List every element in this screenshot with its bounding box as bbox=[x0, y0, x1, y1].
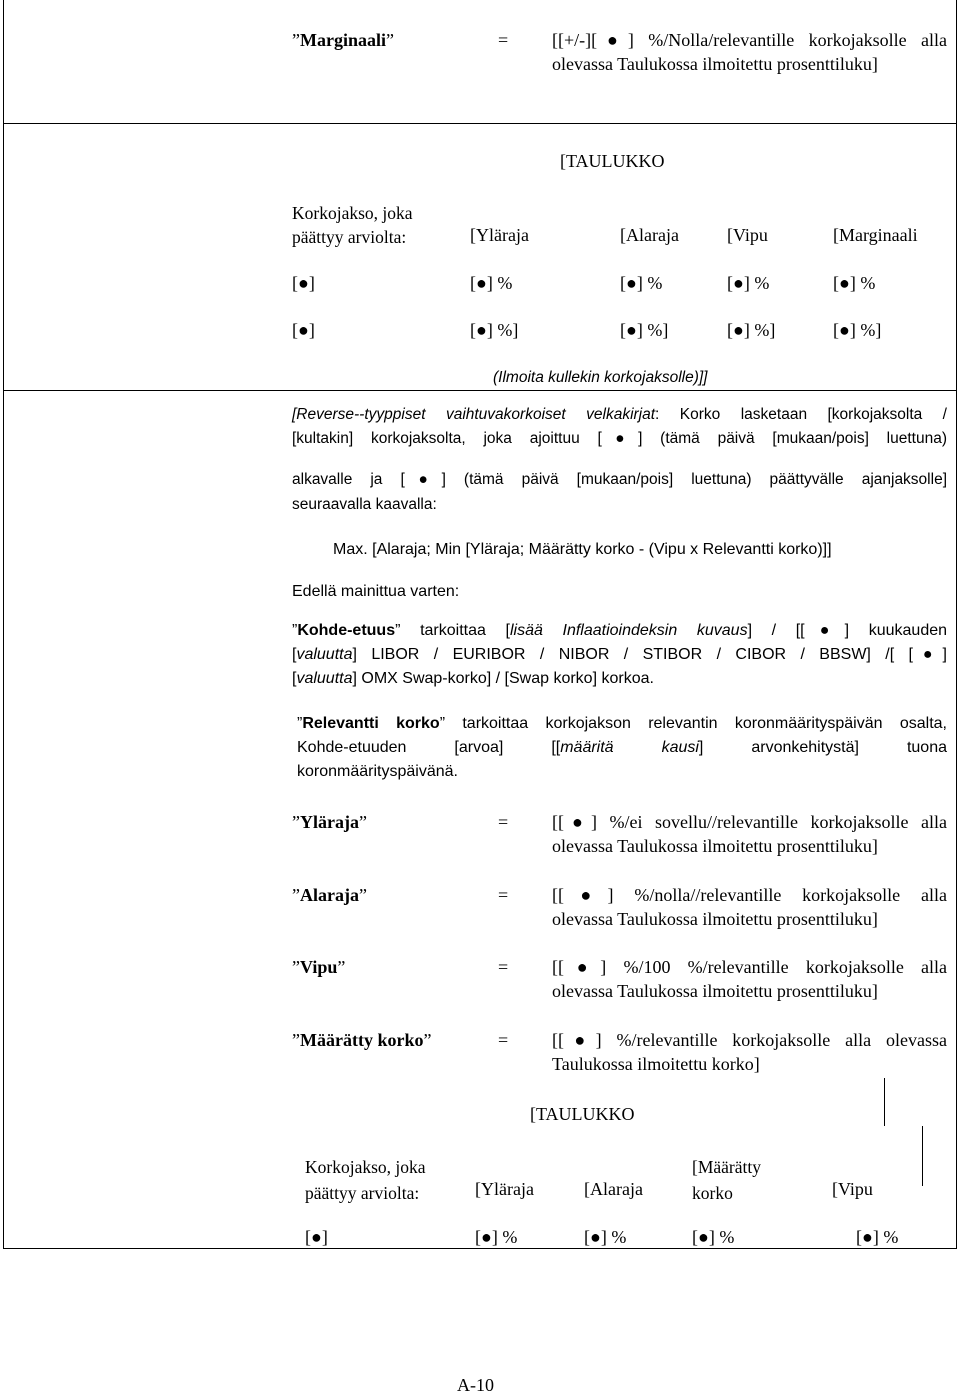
def-vipu-line1: [[●] %/100 %/relevantille korkojaksolle alla bbox=[552, 957, 947, 977]
table2-row1-ylaraja: [●] % bbox=[475, 1227, 518, 1247]
table1-note: (Ilmoita kullekin korkojaksolle)]] bbox=[493, 369, 708, 386]
def-maaratty-eq: = bbox=[498, 1030, 509, 1050]
frame-right-border bbox=[956, 0, 957, 1249]
table2-header-maaratty-l1: [Määrätty bbox=[692, 1157, 761, 1177]
reverse-line1: [Reverse--tyyppiset vaihtuvakorkoiset velkakirjat: Korko lasketaan [korkojaksolta / bbox=[292, 406, 947, 423]
def-vipu-line2: olevassa Taulukossa ilmoitettu prosenttiluku] bbox=[552, 981, 878, 1001]
relevantti-line1: ”Relevantti korko” tarkoittaa korkojakson relevantin koronmäärityspäivän osalta, bbox=[297, 715, 947, 732]
def-maaratty-line1: [[●] %/relevantille korkojaksolle alla olevassa bbox=[552, 1030, 947, 1050]
table2-header-period-l2: päättyy arviolta: bbox=[305, 1183, 420, 1203]
kohde-line1: ”Kohde-etuus” tarkoittaa [lisää Inflaatioindeksin kuvaus] / [[●] kuukauden bbox=[292, 622, 948, 639]
def-alaraja-term: ”Alaraja” bbox=[292, 885, 367, 905]
def-marginaali-eq: = bbox=[498, 30, 509, 50]
frame-bottom-border bbox=[3, 1248, 957, 1249]
kohde-line2: [valuutta] LIBOR / EURIBOR / NIBOR / STIBOR / CIBOR / BBSW] /[ [●] bbox=[292, 646, 947, 663]
table2-header-maaratty-l2: korko bbox=[692, 1183, 733, 1203]
def-ylaraja-line1: [[●] %/ei sovellu//relevantille korkojaksolle alla bbox=[552, 812, 947, 832]
table2-row1-vipu: [●] % bbox=[856, 1227, 899, 1247]
table2-header-alaraja: [Alaraja bbox=[584, 1179, 643, 1199]
def-alaraja-eq: = bbox=[498, 885, 509, 905]
table1-row2-alaraja: [●] %] bbox=[620, 320, 669, 340]
def-marginaali-line2: olevassa Taulukossa ilmoitettu prosenttiluku] bbox=[552, 54, 878, 74]
table1-row2-marginaali: [●] %] bbox=[833, 320, 882, 340]
table1-row1-vipu: [●] % bbox=[727, 273, 770, 293]
kohde-line3: [valuutta] OMX Swap-korko] / [Swap korko] korkoa. bbox=[292, 670, 654, 687]
relevantti-line2: Kohde-etuuden [arvoa] [[määritä kausi] arvonkehitystä] tuona bbox=[297, 739, 947, 756]
reverse-line3: alkavalle ja [●] (tämä päivä [mukaan/pois] luettuna) päättyvälle ajanjaksolle] bbox=[292, 471, 947, 488]
table2-title: [TAULUKKO bbox=[530, 1104, 635, 1124]
divider-1 bbox=[3, 123, 957, 124]
edella-text: Edellä mainittua varten: bbox=[292, 583, 460, 600]
divider-2 bbox=[3, 390, 957, 391]
def-alaraja-line1: [[●] %/nolla//relevantille korkojaksolle alla bbox=[552, 885, 947, 905]
def-vipu-eq: = bbox=[498, 957, 509, 977]
page-number: A-10 bbox=[457, 1375, 494, 1395]
table2-box-right bbox=[884, 1078, 885, 1126]
table1-header-alaraja: [Alaraja bbox=[620, 225, 679, 245]
frame-left-border bbox=[3, 0, 4, 1249]
reverse-line2: [kultakin] korkojaksolta, joka ajoittuu [●] (tämä päivä [mukaan/pois] luettuna) bbox=[292, 430, 947, 447]
relevantti-line3: koronmäärityspäivänä. bbox=[297, 763, 458, 780]
def-vipu-term: ”Vipu” bbox=[292, 957, 346, 977]
table1-header-period bbox=[292, 201, 413, 249]
table1-header-period-l2: päättyy arviolta: bbox=[292, 227, 407, 247]
def-alaraja-line2: olevassa Taulukossa ilmoitettu prosenttiluku] bbox=[552, 909, 878, 929]
def-maaratty-term: ”Määrätty korko” bbox=[292, 1030, 432, 1050]
table1-header-vipu: [Vipu bbox=[727, 225, 768, 245]
table2-header-period bbox=[305, 1154, 426, 1206]
table1-row2-period: [●] bbox=[292, 320, 315, 340]
def-ylaraja-term: ”Yläraja” bbox=[292, 812, 367, 832]
table1-row1-period: [●] bbox=[292, 273, 315, 293]
table2-header-vipu: [Vipu bbox=[832, 1179, 873, 1199]
table2-row1-maaratty: [●] % bbox=[692, 1227, 735, 1247]
table1-row2-ylaraja: [●] %] bbox=[470, 320, 519, 340]
table1-header-marginaali: [Marginaali bbox=[833, 225, 918, 245]
def-marginaali-line1: [[+/-][●] %/Nolla/relevantille korkojaksolle alla bbox=[552, 30, 947, 50]
table1-row1-ylaraja: [●] % bbox=[470, 273, 513, 293]
table1-row1-alaraja: [●] % bbox=[620, 273, 663, 293]
def-marginaali-term: ”Marginaali” bbox=[292, 30, 394, 50]
table2-box-right-2 bbox=[922, 1126, 923, 1186]
def-maaratty-line2: Taulukossa ilmoitettu korko] bbox=[552, 1054, 760, 1074]
table2-row1-alaraja: [●] % bbox=[584, 1227, 627, 1247]
def-ylaraja-line2: olevassa Taulukossa ilmoitettu prosenttiluku] bbox=[552, 836, 878, 856]
table1-row1-marginaali: [●] % bbox=[833, 273, 876, 293]
table1-header-period-l1: Korkojakso, joka bbox=[292, 203, 413, 223]
reverse-line4: seuraavalla kaavalla: bbox=[292, 496, 437, 513]
table2-header-period-l1: Korkojakso, joka bbox=[305, 1157, 426, 1177]
def-ylaraja-eq: = bbox=[498, 812, 509, 832]
formula: Max. [Alaraja; Min [Yläraja; Määrätty korko - (Vipu x Relevantti korko)]] bbox=[333, 541, 832, 558]
table2-header-maaratty bbox=[692, 1154, 761, 1206]
table1-header-ylaraja: [Yläraja bbox=[470, 225, 529, 245]
table2-row1-period: [●] bbox=[305, 1227, 328, 1247]
table1-row2-vipu: [●] %] bbox=[727, 320, 776, 340]
table2-header-ylaraja: [Yläraja bbox=[475, 1179, 534, 1199]
table1-title: [TAULUKKO bbox=[560, 151, 665, 171]
